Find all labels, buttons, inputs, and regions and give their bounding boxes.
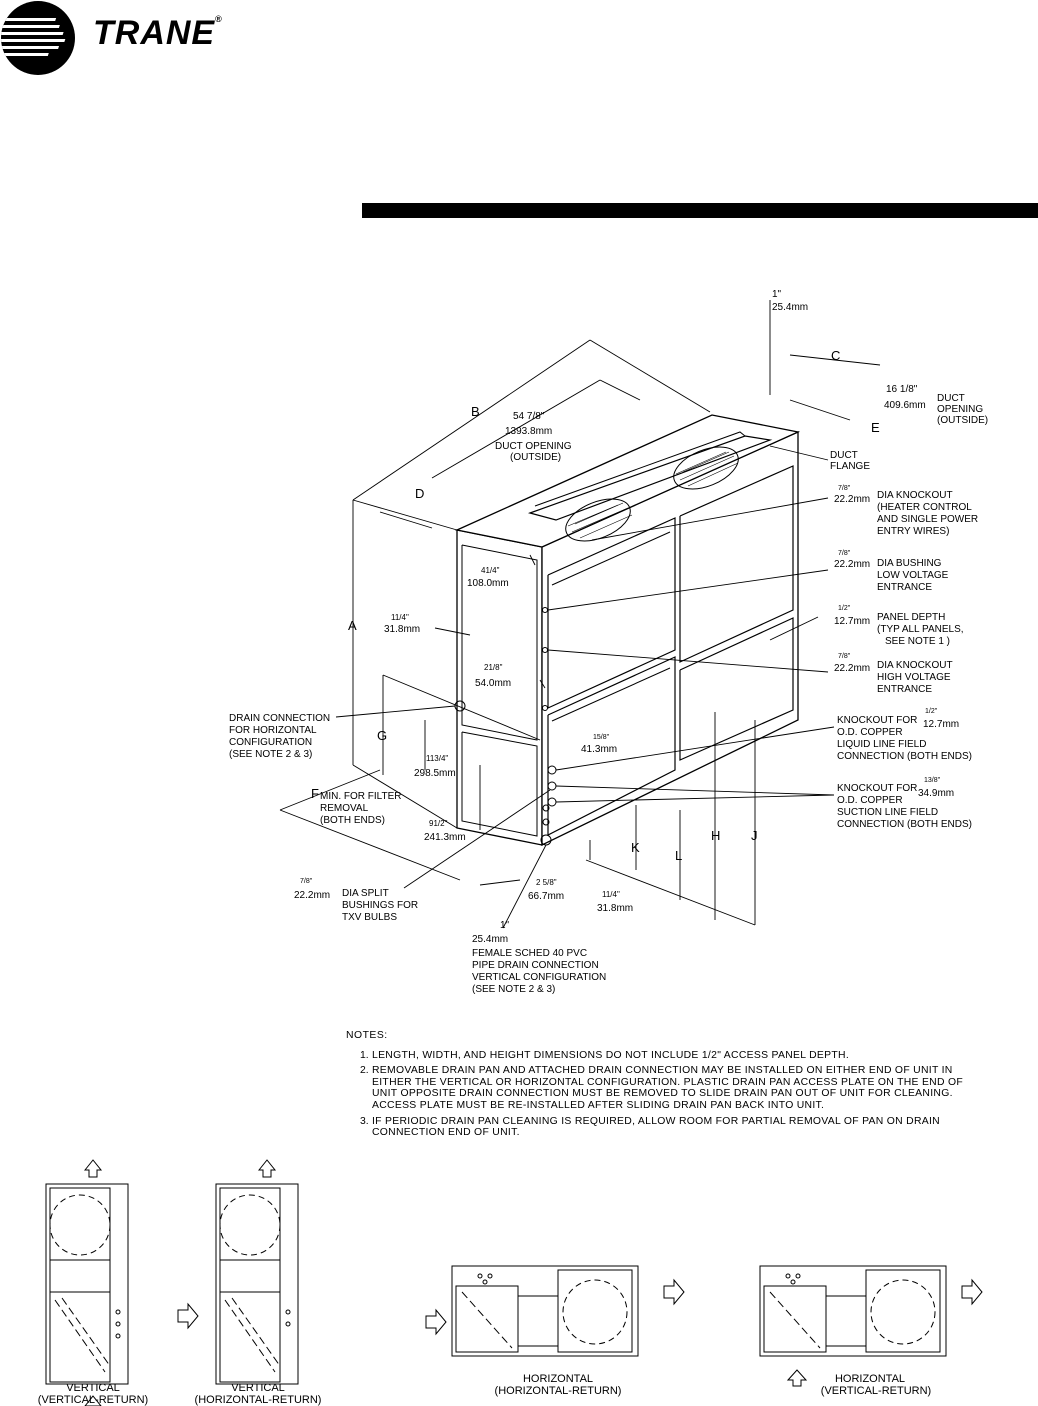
dim-duct-width-mm: 409.6mm (884, 400, 926, 411)
dim-duct-width-in: 16 1/8" (886, 384, 918, 395)
dim-pvc-drain-in: 1" (500, 920, 510, 931)
airflow-up-arrow-icon (85, 1160, 101, 1177)
config-title: VERTICAL (231, 1382, 285, 1394)
dim-41-4-mm: 108.0mm (467, 578, 509, 589)
knockout-heater-label-2: (HEATER CONTROL (877, 502, 972, 513)
liquid-line-label-4: CONNECTION (BOTH ENDS) (837, 751, 972, 762)
dim-2-5-8-mm: 66.7mm (528, 891, 565, 902)
note-text: IF PERIODIC DRAIN PAN CLEANING IS REQUIRED, ALLOW ROOM FOR PARTIAL REMOVAL OF PAN ON DRAIN CONNECTION END OF UNIT. (372, 1115, 940, 1139)
knockout-high-label-2: HIGH VOLTAGE (877, 672, 951, 683)
liquid-line-label-3: LIQUID LINE FIELD (837, 739, 927, 750)
airflow-right-arrow-icon (664, 1280, 684, 1304)
dim-11-4a-mm: 31.8mm (384, 624, 421, 635)
duct-width-label-3: (OUTSIDE) (937, 415, 989, 426)
config-horizontal-horizontal-return (426, 1266, 684, 1356)
dim-letter-c: C (831, 348, 841, 363)
knockout-heater-label-3: AND SINGLE POWER (877, 514, 979, 525)
liquid-line-label-1: KNOCKOUT FOR (837, 715, 918, 726)
pvc-drain-label-2: PIPE DRAIN CONNECTION (472, 960, 599, 971)
configuration-diagrams (0, 1140, 1038, 1406)
suction-line-label-3: SUCTION LINE FIELD (837, 807, 939, 818)
dim-91-2-in: 91/2" (429, 819, 448, 828)
dim-liquid-line-in: 1/2" (925, 708, 938, 715)
split-bushings-label-1: DIA SPLIT (342, 888, 389, 899)
dim-top-flange-mm: 25.4mm (772, 302, 809, 313)
knockout-high-label-1: DIA KNOCKOUT (877, 660, 953, 671)
note-item (360, 1050, 986, 1062)
dim-letter-a: A (348, 618, 357, 633)
drain-horizontal-label-3: CONFIGURATION (229, 737, 313, 748)
dim-11-4a-in: 11/4" (391, 613, 409, 622)
filter-removal-label-1: MIN. FOR FILTER (320, 791, 402, 802)
dim-113-4-mm: 298.5mm (414, 768, 456, 779)
dim-knockout-high-in: 7/8" (838, 653, 851, 660)
unit-body (455, 415, 798, 845)
split-bushings-label-3: TXV BULBS (342, 912, 398, 923)
dim-knockout-heater-mm: 22.2mm (834, 494, 871, 505)
liquid-line-label-2: O.D. COPPER (837, 727, 903, 738)
filter-removal-label-2: REMOVAL (320, 803, 369, 814)
brand-name: TRANE (93, 14, 216, 52)
dim-41-4-in: 41/4" (481, 566, 500, 575)
return-right-arrow-icon (178, 1304, 198, 1328)
notes-section (346, 1030, 986, 1143)
duct-flange-label-2: FLANGE (830, 461, 871, 472)
panel-depth-label-2: (TYP ALL PANELS, (877, 624, 964, 635)
pvc-drain-label-1: FEMALE SCHED 40 PVC (472, 948, 588, 959)
dim-split-bushings-mm: 22.2mm (294, 890, 331, 901)
dim-bushing-low-mm: 22.2mm (834, 559, 871, 570)
drain-horizontal-label-1: DRAIN CONNECTION (229, 713, 331, 724)
dim-letter-j: J (751, 828, 758, 843)
dim-top-flange-in: 1" (772, 289, 782, 300)
note-text: REMOVABLE DRAIN PAN AND ATTACHED DRAIN CONNECTION MAY BE INSTALLED ON EITHER END OF UNIT IN EITHER THE VERTICAL OR HORIZONTAL CONFIGURATION. PLASTIC DRAIN PAN ACCESS PLATE ON THE END OF UNIT OPPOSITE DRAIN CONNECTION MUST BE REMOVED TO SLIDE DRAIN PAN OUT OF UNIT FOR CLEANING. ACCESS PLATE MUST BE RE-INSTALLED AFTER SLIDING DRAIN PAN BACK INTO UNIT. (372, 1065, 963, 1111)
note-number: 2. (360, 1065, 369, 1077)
dim-pvc-drain-mm: 25.4mm (472, 934, 509, 945)
dim-letter-b: B (471, 404, 480, 419)
dim-2-5-8-in: 2 5/8" (536, 878, 557, 887)
duct-width-label-2: OPENING (937, 404, 984, 415)
suction-line-label-2: O.D. COPPER (837, 795, 903, 806)
dim-panel-depth-in: 1/2" (838, 605, 851, 612)
filter-removal-label-3: (BOTH ENDS) (320, 815, 385, 826)
dim-letter-f: F (311, 786, 319, 801)
config-subtitle: (VERTICAL-RETURN) (820, 1385, 932, 1397)
dim-91-2-mm: 241.3mm (424, 832, 466, 843)
airflow-up-arrow-icon (259, 1160, 275, 1177)
dim-21-8-mm: 54.0mm (475, 678, 512, 689)
dim-knockout-heater-in: 7/8" (838, 485, 851, 492)
config-title: HORIZONTAL (522, 1373, 594, 1385)
suction-line-label-1: KNOCKOUT FOR (837, 783, 918, 794)
duct-flange-label-1: DUCT (830, 450, 858, 461)
note-item (360, 1116, 986, 1139)
dim-suction-line-mm: 34.9mm (918, 788, 955, 799)
duct-width-label-1: DUCT (937, 393, 965, 404)
config-title: HORIZONTAL (834, 1373, 906, 1385)
dim-113-4-in: 113/4" (426, 754, 449, 763)
drain-horizontal-label-4: (SEE NOTE 2 & 3) (229, 749, 313, 760)
dim-split-bushings-in: 7/8" (300, 878, 313, 885)
pvc-drain-label-3: VERTICAL CONFIGURATION (472, 972, 607, 983)
note-number: 3. (360, 1115, 369, 1127)
dim-letter-g: G (377, 728, 388, 743)
dim-letter-k: K (631, 840, 640, 855)
dim-15-8-in: 15/8" (593, 734, 610, 741)
duct-length-label-2: (OUTSIDE) (510, 452, 562, 463)
config-subtitle: (HORIZONTAL-RETURN) (194, 1394, 322, 1406)
notes-header: NOTES: (346, 1030, 388, 1041)
dim-11-4b-mm: 31.8mm (597, 903, 634, 914)
note-text: LENGTH, WIDTH, AND HEIGHT DIMENSIONS DO NOT INCLUDE 1/2" ACCESS PANEL DEPTH. (372, 1049, 850, 1061)
suction-line-label-4: CONNECTION (BOTH ENDS) (837, 819, 972, 830)
pvc-drain-label-4: (SEE NOTE 2 & 3) (472, 984, 556, 995)
bushing-low-label-3: ENTRANCE (877, 582, 933, 593)
config-subtitle: (HORIZONTAL-RETURN) (494, 1385, 622, 1397)
dim-21-8-in: 21/8" (484, 663, 503, 672)
knockout-heater-label-1: DIA KNOCKOUT (877, 490, 953, 501)
dim-suction-line-in: 13/8" (924, 777, 941, 784)
dim-bushing-low-in: 7/8" (838, 550, 851, 557)
config-subtitle: (VERTICAL-RETURN) (37, 1394, 149, 1406)
dim-duct-length-in: 54 7/8" (513, 411, 545, 422)
return-right-arrow-icon (426, 1310, 446, 1334)
registered-mark: ® (215, 14, 223, 24)
dim-15-8-mm: 41.3mm (581, 744, 618, 755)
split-bushings-label-2: BUSHINGS FOR (342, 900, 419, 911)
knockout-high-label-3: ENTRANCE (877, 684, 933, 695)
config-vertical-vertical-return (46, 1160, 128, 1406)
bushing-low-label-2: LOW VOLTAGE (877, 570, 949, 581)
airflow-right-arrow-icon (962, 1280, 982, 1304)
dim-11-4b-in: 11/4" (602, 890, 620, 899)
dim-duct-length-mm: 1393.8mm (505, 426, 553, 437)
panel-depth-label-1: PANEL DEPTH (877, 612, 946, 623)
panel-depth-label-3: SEE NOTE 1 ) (885, 636, 951, 647)
knockout-heater-label-4: ENTRY WIRES) (877, 526, 950, 537)
bushing-low-label-1: DIA BUSHING (877, 558, 942, 569)
config-vertical-horizontal-return (178, 1160, 298, 1384)
note-number: 1. (360, 1049, 369, 1061)
drain-horizontal-label-2: FOR HORIZONTAL (229, 725, 317, 736)
dim-knockout-high-mm: 22.2mm (834, 663, 871, 674)
return-up-arrow-icon (788, 1370, 806, 1386)
dim-liquid-line-mm: 12.7mm (923, 719, 960, 730)
dim-letter-l: L (675, 848, 683, 863)
dim-letter-e: E (871, 420, 880, 435)
duct-length-label-1: DUCT OPENING (495, 441, 572, 452)
note-item (360, 1065, 986, 1111)
dim-letter-h: H (711, 828, 721, 843)
dim-letter-d: D (415, 486, 425, 501)
dim-panel-depth-mm: 12.7mm (834, 616, 871, 627)
config-horizontal-vertical-return (760, 1266, 982, 1386)
config-title: VERTICAL (66, 1382, 120, 1394)
